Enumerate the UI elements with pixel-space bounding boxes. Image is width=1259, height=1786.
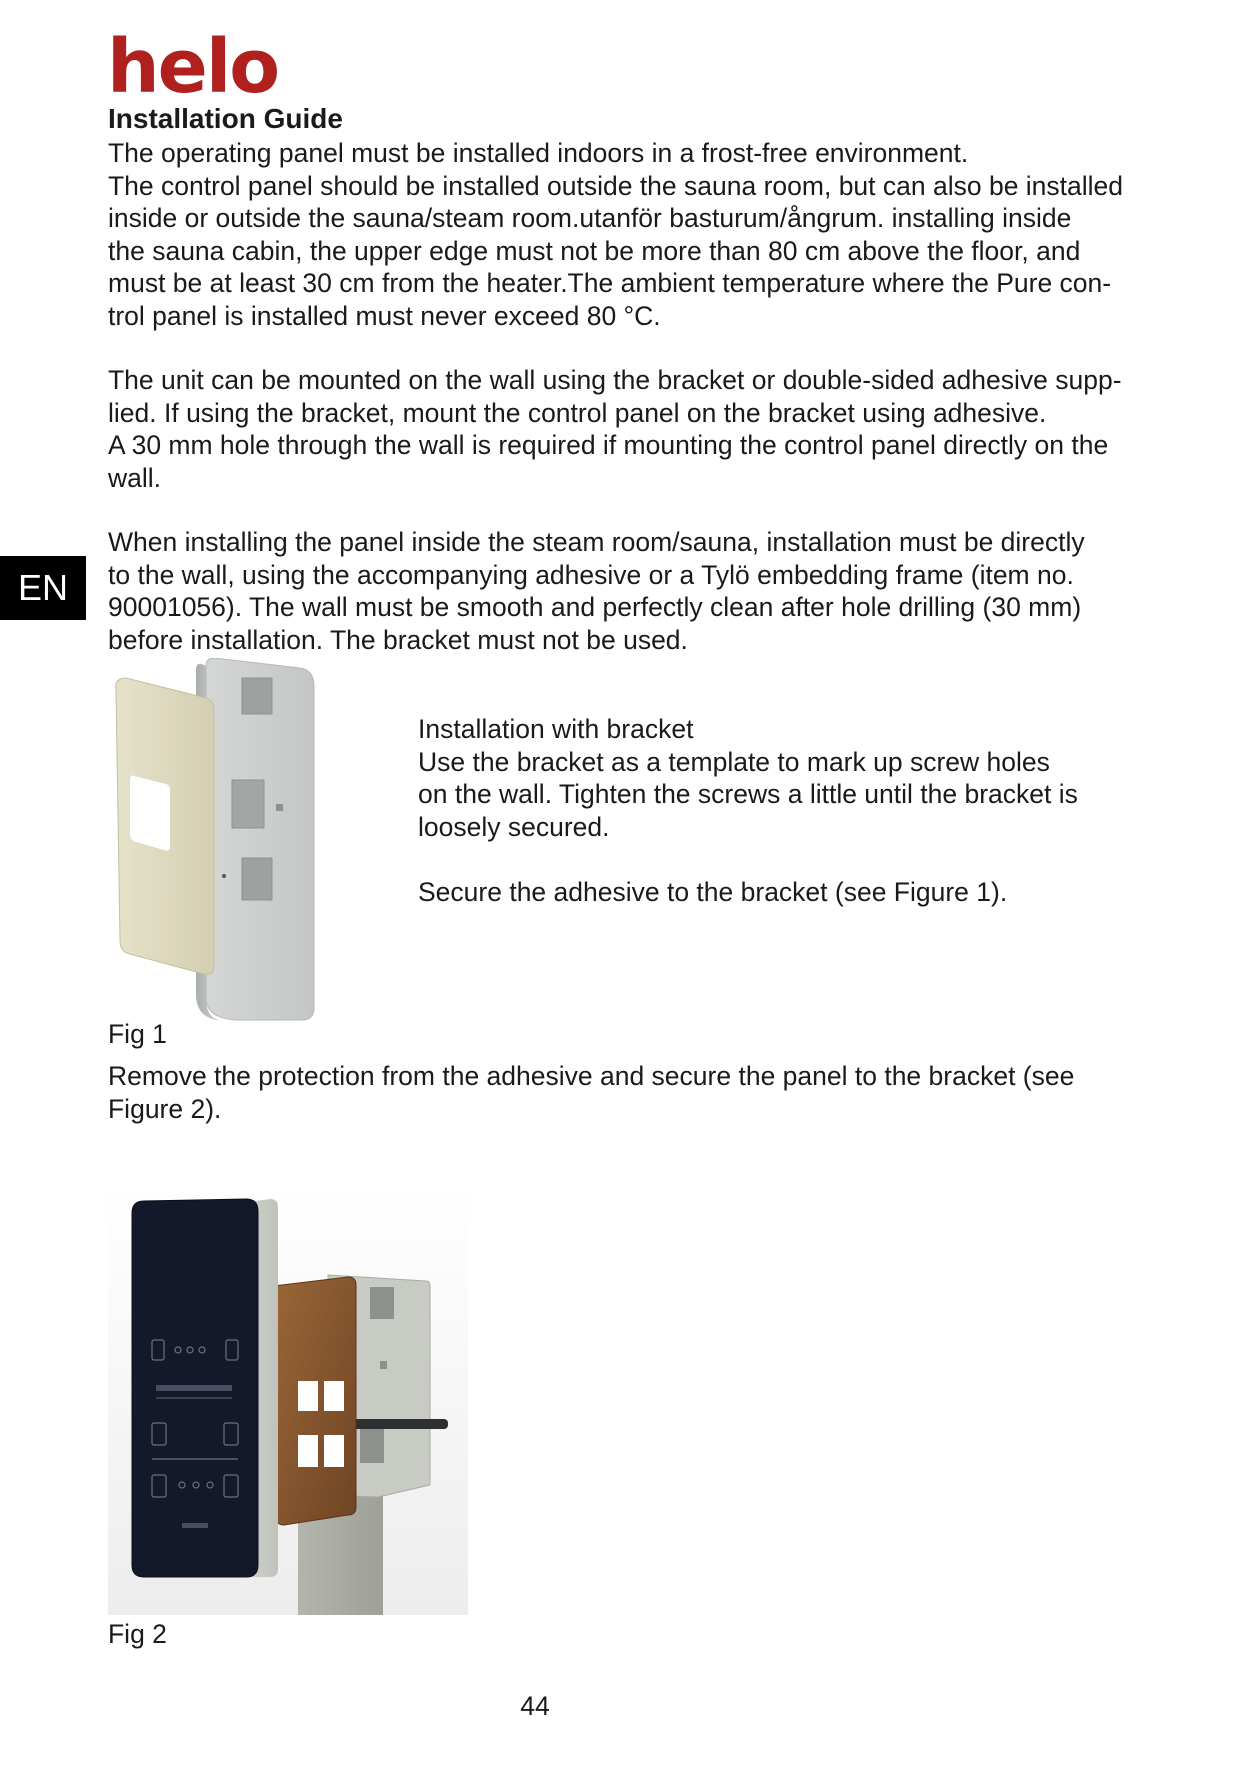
text-line: Remove the protection from the adhesive and secure the panel to the bracket (see [108, 1061, 1075, 1091]
bracket-note [418, 876, 1178, 909]
page-title: Installation Guide [108, 103, 343, 134]
text-line: loosely secured. [418, 811, 610, 842]
text-line: inside or outside the sauna/steam room.utanför basturum/ångrum. installing inside [108, 203, 1072, 233]
text-line: When installing the panel inside the steam room/sauna, installation must be directly [108, 527, 1085, 557]
text-line: Use the bracket as a template to mark up screw holes [418, 746, 1050, 777]
paragraph-secure-panel [108, 1060, 1173, 1125]
text-line: before installation. The bracket must not be used. [108, 624, 688, 655]
language-tab: EN [0, 556, 86, 620]
figure-1-bracket-illustration [108, 658, 368, 1023]
text-line: The control panel should be installed outside the sauna room, but can also be installed [108, 170, 1124, 201]
text-line: Figure 2). [108, 1093, 222, 1124]
text-line: The unit can be mounted on the wall using the bracket or double-sided adhesive supp- [108, 365, 1122, 395]
text-line: on the wall. Tighten the screws a little until the bracket is [418, 779, 1078, 809]
text-line: 90001056). The wall must be smooth and perfectly clean after hole drilling (30 mm) [108, 592, 1082, 622]
figure-1-caption: Fig 1 [108, 1019, 167, 1049]
text-line: The operating panel must be installed indoors in a frost-free environment. [108, 138, 969, 168]
bracket-section [418, 713, 1178, 843]
paragraph-mounting [108, 364, 1173, 494]
figure-2-caption: Fig 2 [108, 1619, 167, 1649]
helo-logo: helo [107, 24, 279, 110]
bracket-section-title: Installation with bracket [418, 714, 694, 744]
text-line: the sauna cabin, the upper edge must not be more than 80 cm above the floor, and [108, 235, 1081, 266]
text-line: must be at least 30 cm from the heater.The ambient temperature where the Pure con- [108, 268, 1112, 298]
figure-2-panel-illustration [108, 1185, 468, 1615]
text-line: lied. If using the bracket, mount the control panel on the bracket using adhesive. [108, 397, 1047, 428]
text-line: to the wall, using the accompanying adhesive or a Tylö embedding frame (item no. [108, 559, 1074, 590]
text-line: A 30 mm hole through the wall is required if mounting the control panel directly on the [108, 430, 1109, 460]
text-line: wall. [108, 462, 162, 493]
text-line: Secure the adhesive to the bracket (see Figure 1). [418, 877, 1008, 907]
page-number: 44 [520, 1691, 550, 1721]
text-line: trol panel is installed must never exceed 80 °C. [108, 300, 661, 331]
paragraph-environment [108, 137, 1173, 332]
paragraph-steam-room [108, 526, 1173, 656]
